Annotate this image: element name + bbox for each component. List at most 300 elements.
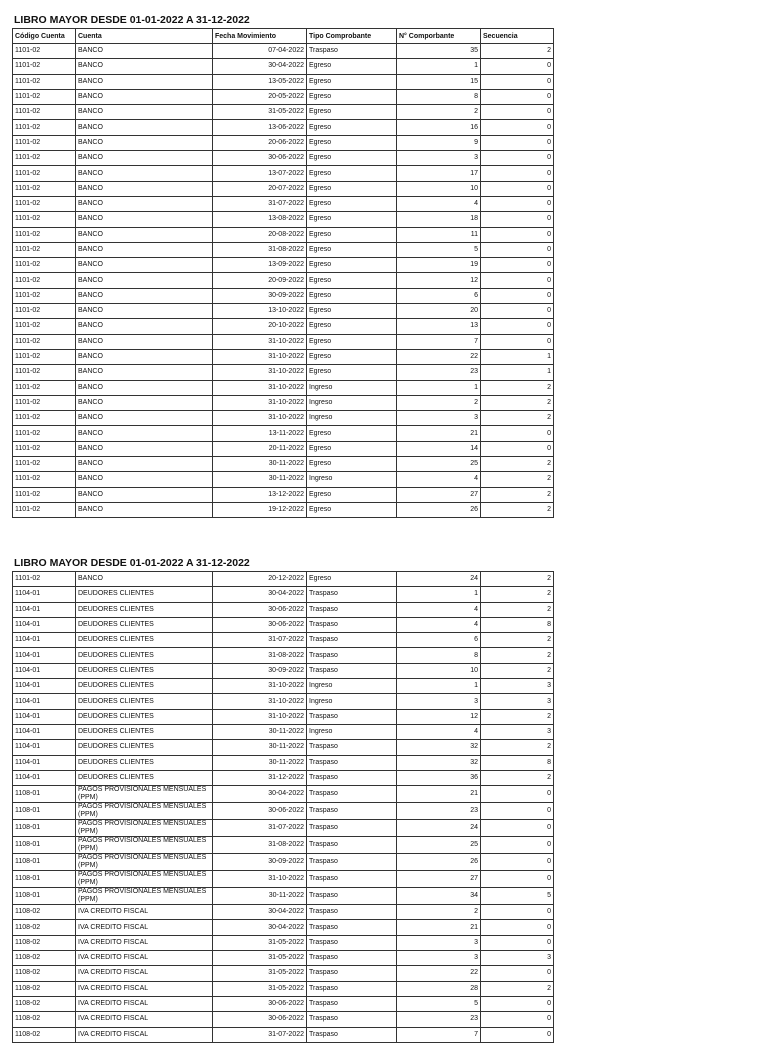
cell-secuencia: 0 xyxy=(481,59,554,74)
header-numero-comprobante: N° Comporbante xyxy=(397,29,481,44)
cell-tipo-comprobante: Traspaso xyxy=(307,920,397,935)
table-row xyxy=(13,648,554,663)
cell-codigo-cuenta: 1101-02 xyxy=(13,258,76,273)
cell-codigo-cuenta: 1101-02 xyxy=(13,242,76,257)
table-row xyxy=(13,212,554,227)
cell-fecha-movimiento: 30-04-2022 xyxy=(213,587,307,602)
cell-tipo-comprobante: Egreso xyxy=(307,196,397,211)
cell-secuencia: 0 xyxy=(481,166,554,181)
cell-fecha-movimiento: 13-06-2022 xyxy=(213,120,307,135)
cell-cuenta: IVA CREDITO FISCAL xyxy=(76,920,213,935)
cell-numero-comprobante: 35 xyxy=(397,44,481,59)
cell-secuencia: 1 xyxy=(481,365,554,380)
cell-codigo-cuenta: 1101-02 xyxy=(13,304,76,319)
cell-numero-comprobante: 6 xyxy=(397,288,481,303)
table-row xyxy=(13,44,554,59)
table-row xyxy=(13,273,554,288)
cell-numero-comprobante: 2 xyxy=(397,905,481,920)
cell-secuencia: 2 xyxy=(481,457,554,472)
cell-fecha-movimiento: 31-10-2022 xyxy=(213,871,307,888)
cell-numero-comprobante: 16 xyxy=(397,120,481,135)
cell-fecha-movimiento: 20-11-2022 xyxy=(213,441,307,456)
cell-codigo-cuenta: 1101-02 xyxy=(13,457,76,472)
cell-fecha-movimiento: 20-12-2022 xyxy=(213,572,307,587)
cell-codigo-cuenta: 1104-01 xyxy=(13,740,76,755)
table-row xyxy=(13,740,554,755)
cell-fecha-movimiento: 13-11-2022 xyxy=(213,426,307,441)
cell-tipo-comprobante: Egreso xyxy=(307,74,397,89)
cell-numero-comprobante: 32 xyxy=(397,740,481,755)
cell-numero-comprobante: 15 xyxy=(397,74,481,89)
cell-numero-comprobante: 17 xyxy=(397,166,481,181)
cell-secuencia: 2 xyxy=(481,44,554,59)
cell-fecha-movimiento: 30-06-2022 xyxy=(213,151,307,166)
table-row xyxy=(13,288,554,303)
cell-secuencia: 0 xyxy=(481,135,554,150)
cell-cuenta: BANCO xyxy=(76,44,213,59)
cell-fecha-movimiento: 31-05-2022 xyxy=(213,966,307,981)
cell-fecha-movimiento: 31-05-2022 xyxy=(213,105,307,120)
table-row xyxy=(13,617,554,632)
cell-fecha-movimiento: 30-04-2022 xyxy=(213,920,307,935)
cell-fecha-movimiento: 31-10-2022 xyxy=(213,334,307,349)
ledger-section-1 xyxy=(12,13,553,518)
cell-numero-comprobante: 12 xyxy=(397,273,481,288)
cell-codigo-cuenta: 1101-02 xyxy=(13,196,76,211)
cell-secuencia: 0 xyxy=(481,89,554,104)
cell-secuencia: 2 xyxy=(481,648,554,663)
cell-cuenta: IVA CREDITO FISCAL xyxy=(76,996,213,1011)
cell-fecha-movimiento: 31-10-2022 xyxy=(213,395,307,410)
cell-fecha-movimiento: 07-04-2022 xyxy=(213,44,307,59)
cell-fecha-movimiento: 31-05-2022 xyxy=(213,935,307,950)
cell-tipo-comprobante: Traspaso xyxy=(307,951,397,966)
table-row xyxy=(13,755,554,770)
table-row xyxy=(13,724,554,739)
cell-tipo-comprobante: Egreso xyxy=(307,502,397,517)
table-row xyxy=(13,487,554,502)
cell-cuenta: IVA CREDITO FISCAL xyxy=(76,966,213,981)
table-row xyxy=(13,258,554,273)
table-row xyxy=(13,181,554,196)
cell-tipo-comprobante: Ingreso xyxy=(307,380,397,395)
cell-cuenta: BANCO xyxy=(76,334,213,349)
cell-codigo-cuenta: 1108-02 xyxy=(13,920,76,935)
cell-fecha-movimiento: 31-10-2022 xyxy=(213,365,307,380)
cell-secuencia: 5 xyxy=(481,888,554,905)
table-row xyxy=(13,59,554,74)
cell-cuenta: PAGOS PROVISIONALES MENSUALES (PPM) xyxy=(76,888,213,905)
cell-codigo-cuenta: 1104-01 xyxy=(13,770,76,785)
cell-fecha-movimiento: 31-08-2022 xyxy=(213,242,307,257)
cell-fecha-movimiento: 30-04-2022 xyxy=(213,905,307,920)
cell-codigo-cuenta: 1101-02 xyxy=(13,334,76,349)
cell-fecha-movimiento: 13-05-2022 xyxy=(213,74,307,89)
cell-fecha-movimiento: 20-08-2022 xyxy=(213,227,307,242)
cell-codigo-cuenta: 1101-02 xyxy=(13,572,76,587)
table-row xyxy=(13,709,554,724)
cell-secuencia: 0 xyxy=(481,996,554,1011)
cell-tipo-comprobante: Traspaso xyxy=(307,617,397,632)
table-row xyxy=(13,334,554,349)
cell-numero-comprobante: 4 xyxy=(397,472,481,487)
cell-cuenta: BANCO xyxy=(76,227,213,242)
cell-codigo-cuenta: 1101-02 xyxy=(13,349,76,364)
table-row xyxy=(13,996,554,1011)
ledger-table xyxy=(12,28,554,518)
cell-numero-comprobante: 10 xyxy=(397,663,481,678)
cell-codigo-cuenta: 1101-02 xyxy=(13,181,76,196)
cell-tipo-comprobante: Ingreso xyxy=(307,411,397,426)
cell-secuencia: 3 xyxy=(481,951,554,966)
cell-numero-comprobante: 14 xyxy=(397,441,481,456)
cell-cuenta: BANCO xyxy=(76,572,213,587)
cell-secuencia: 0 xyxy=(481,441,554,456)
cell-secuencia: 2 xyxy=(481,502,554,517)
cell-cuenta: BANCO xyxy=(76,441,213,456)
cell-codigo-cuenta: 1101-02 xyxy=(13,380,76,395)
cell-codigo-cuenta: 1101-02 xyxy=(13,411,76,426)
cell-numero-comprobante: 34 xyxy=(397,888,481,905)
cell-numero-comprobante: 2 xyxy=(397,105,481,120)
table-row xyxy=(13,803,554,820)
cell-numero-comprobante: 1 xyxy=(397,380,481,395)
cell-codigo-cuenta: 1101-02 xyxy=(13,273,76,288)
cell-numero-comprobante: 4 xyxy=(397,724,481,739)
cell-tipo-comprobante: Egreso xyxy=(307,319,397,334)
header-fecha-movimiento: Fecha Movimiento xyxy=(213,29,307,44)
cell-tipo-comprobante: Egreso xyxy=(307,365,397,380)
cell-cuenta: DEUDORES CLIENTES xyxy=(76,740,213,755)
cell-fecha-movimiento: 30-04-2022 xyxy=(213,59,307,74)
cell-tipo-comprobante: Traspaso xyxy=(307,854,397,871)
cell-numero-comprobante: 23 xyxy=(397,1012,481,1027)
cell-fecha-movimiento: 19-12-2022 xyxy=(213,502,307,517)
cell-cuenta: BANCO xyxy=(76,395,213,410)
table-row xyxy=(13,426,554,441)
cell-numero-comprobante: 27 xyxy=(397,871,481,888)
cell-secuencia: 8 xyxy=(481,755,554,770)
cell-codigo-cuenta: 1108-02 xyxy=(13,1012,76,1027)
cell-secuencia: 0 xyxy=(481,319,554,334)
cell-secuencia: 0 xyxy=(481,786,554,803)
table-row xyxy=(13,304,554,319)
cell-secuencia: 2 xyxy=(481,395,554,410)
cell-cuenta: BANCO xyxy=(76,181,213,196)
cell-tipo-comprobante: Traspaso xyxy=(307,1012,397,1027)
cell-tipo-comprobante: Ingreso xyxy=(307,472,397,487)
cell-secuencia: 0 xyxy=(481,837,554,854)
cell-numero-comprobante: 1 xyxy=(397,587,481,602)
cell-tipo-comprobante: Traspaso xyxy=(307,648,397,663)
cell-fecha-movimiento: 30-09-2022 xyxy=(213,288,307,303)
table-row xyxy=(13,572,554,587)
table-row xyxy=(13,365,554,380)
cell-fecha-movimiento: 31-07-2022 xyxy=(213,820,307,837)
cell-codigo-cuenta: 1104-01 xyxy=(13,648,76,663)
cell-tipo-comprobante: Traspaso xyxy=(307,602,397,617)
cell-codigo-cuenta: 1104-01 xyxy=(13,617,76,632)
cell-fecha-movimiento: 30-06-2022 xyxy=(213,803,307,820)
cell-cuenta: IVA CREDITO FISCAL xyxy=(76,905,213,920)
cell-cuenta: DEUDORES CLIENTES xyxy=(76,602,213,617)
cell-secuencia: 0 xyxy=(481,426,554,441)
cell-fecha-movimiento: 31-12-2022 xyxy=(213,770,307,785)
header-secuencia: Secuencia xyxy=(481,29,554,44)
cell-numero-comprobante: 22 xyxy=(397,349,481,364)
cell-numero-comprobante: 4 xyxy=(397,617,481,632)
cell-numero-comprobante: 25 xyxy=(397,837,481,854)
cell-codigo-cuenta: 1101-02 xyxy=(13,120,76,135)
cell-tipo-comprobante: Egreso xyxy=(307,572,397,587)
cell-numero-comprobante: 28 xyxy=(397,981,481,996)
cell-tipo-comprobante: Traspaso xyxy=(307,786,397,803)
cell-tipo-comprobante: Egreso xyxy=(307,457,397,472)
cell-codigo-cuenta: 1101-02 xyxy=(13,395,76,410)
cell-cuenta: DEUDORES CLIENTES xyxy=(76,770,213,785)
table-row xyxy=(13,1012,554,1027)
cell-numero-comprobante: 1 xyxy=(397,59,481,74)
cell-secuencia: 0 xyxy=(481,196,554,211)
cell-codigo-cuenta: 1104-01 xyxy=(13,755,76,770)
cell-codigo-cuenta: 1104-01 xyxy=(13,679,76,694)
cell-cuenta: BANCO xyxy=(76,151,213,166)
cell-codigo-cuenta: 1104-01 xyxy=(13,633,76,648)
cell-fecha-movimiento: 30-11-2022 xyxy=(213,724,307,739)
cell-numero-comprobante: 22 xyxy=(397,966,481,981)
cell-numero-comprobante: 27 xyxy=(397,487,481,502)
cell-secuencia: 8 xyxy=(481,617,554,632)
cell-secuencia: 2 xyxy=(481,411,554,426)
cell-codigo-cuenta: 1101-02 xyxy=(13,212,76,227)
cell-secuencia: 2 xyxy=(481,487,554,502)
cell-secuencia: 2 xyxy=(481,587,554,602)
cell-cuenta: BANCO xyxy=(76,487,213,502)
cell-numero-comprobante: 3 xyxy=(397,694,481,709)
cell-cuenta: IVA CREDITO FISCAL xyxy=(76,981,213,996)
cell-tipo-comprobante: Egreso xyxy=(307,212,397,227)
cell-tipo-comprobante: Egreso xyxy=(307,258,397,273)
table-row xyxy=(13,837,554,854)
cell-fecha-movimiento: 30-11-2022 xyxy=(213,755,307,770)
cell-cuenta: BANCO xyxy=(76,135,213,150)
cell-codigo-cuenta: 1101-02 xyxy=(13,365,76,380)
cell-cuenta: BANCO xyxy=(76,502,213,517)
cell-secuencia: 0 xyxy=(481,74,554,89)
cell-fecha-movimiento: 31-10-2022 xyxy=(213,380,307,395)
cell-codigo-cuenta: 1101-02 xyxy=(13,288,76,303)
cell-secuencia: 3 xyxy=(481,724,554,739)
table-row xyxy=(13,694,554,709)
cell-secuencia: 2 xyxy=(481,633,554,648)
cell-fecha-movimiento: 30-11-2022 xyxy=(213,888,307,905)
cell-numero-comprobante: 8 xyxy=(397,89,481,104)
cell-tipo-comprobante: Traspaso xyxy=(307,663,397,678)
cell-fecha-movimiento: 30-11-2022 xyxy=(213,740,307,755)
table-row xyxy=(13,663,554,678)
cell-secuencia: 0 xyxy=(481,803,554,820)
cell-cuenta: BANCO xyxy=(76,59,213,74)
cell-fecha-movimiento: 30-09-2022 xyxy=(213,663,307,678)
cell-tipo-comprobante: Egreso xyxy=(307,426,397,441)
cell-tipo-comprobante: Egreso xyxy=(307,334,397,349)
cell-tipo-comprobante: Traspaso xyxy=(307,871,397,888)
cell-numero-comprobante: 13 xyxy=(397,319,481,334)
header-tipo-comprobante: Tipo Comprobante xyxy=(307,29,397,44)
cell-codigo-cuenta: 1108-01 xyxy=(13,820,76,837)
cell-codigo-cuenta: 1108-01 xyxy=(13,786,76,803)
table-row xyxy=(13,105,554,120)
cell-numero-comprobante: 18 xyxy=(397,212,481,227)
cell-tipo-comprobante: Egreso xyxy=(307,288,397,303)
cell-tipo-comprobante: Traspaso xyxy=(307,755,397,770)
cell-codigo-cuenta: 1108-02 xyxy=(13,951,76,966)
table-row xyxy=(13,349,554,364)
cell-tipo-comprobante: Egreso xyxy=(307,487,397,502)
cell-numero-comprobante: 12 xyxy=(397,709,481,724)
cell-fecha-movimiento: 30-06-2022 xyxy=(213,602,307,617)
cell-secuencia: 0 xyxy=(481,181,554,196)
cell-numero-comprobante: 24 xyxy=(397,820,481,837)
table-row xyxy=(13,380,554,395)
table-row xyxy=(13,602,554,617)
cell-codigo-cuenta: 1108-02 xyxy=(13,1027,76,1042)
cell-secuencia: 2 xyxy=(481,572,554,587)
table-row xyxy=(13,135,554,150)
cell-codigo-cuenta: 1104-01 xyxy=(13,587,76,602)
cell-fecha-movimiento: 30-04-2022 xyxy=(213,786,307,803)
cell-secuencia: 0 xyxy=(481,871,554,888)
table-row xyxy=(13,871,554,888)
cell-tipo-comprobante: Ingreso xyxy=(307,724,397,739)
cell-codigo-cuenta: 1108-02 xyxy=(13,905,76,920)
cell-secuencia: 1 xyxy=(481,349,554,364)
cell-secuencia: 2 xyxy=(481,663,554,678)
cell-codigo-cuenta: 1104-01 xyxy=(13,709,76,724)
cell-cuenta: BANCO xyxy=(76,166,213,181)
cell-secuencia: 0 xyxy=(481,920,554,935)
cell-cuenta: BANCO xyxy=(76,426,213,441)
cell-fecha-movimiento: 31-05-2022 xyxy=(213,981,307,996)
cell-cuenta: BANCO xyxy=(76,212,213,227)
table-row xyxy=(13,502,554,517)
cell-fecha-movimiento: 31-07-2022 xyxy=(213,1027,307,1042)
cell-fecha-movimiento: 20-06-2022 xyxy=(213,135,307,150)
table-row xyxy=(13,196,554,211)
cell-tipo-comprobante: Egreso xyxy=(307,441,397,456)
cell-secuencia: 2 xyxy=(481,740,554,755)
cell-cuenta: BANCO xyxy=(76,258,213,273)
cell-tipo-comprobante: Egreso xyxy=(307,273,397,288)
cell-tipo-comprobante: Egreso xyxy=(307,151,397,166)
cell-numero-comprobante: 3 xyxy=(397,951,481,966)
cell-numero-comprobante: 11 xyxy=(397,227,481,242)
cell-cuenta: DEUDORES CLIENTES xyxy=(76,709,213,724)
table-row xyxy=(13,966,554,981)
cell-fecha-movimiento: 30-09-2022 xyxy=(213,854,307,871)
cell-cuenta: IVA CREDITO FISCAL xyxy=(76,935,213,950)
cell-cuenta: BANCO xyxy=(76,380,213,395)
cell-codigo-cuenta: 1108-02 xyxy=(13,996,76,1011)
cell-tipo-comprobante: Traspaso xyxy=(307,587,397,602)
cell-secuencia: 2 xyxy=(481,380,554,395)
cell-tipo-comprobante: Ingreso xyxy=(307,694,397,709)
ledger-table xyxy=(12,571,554,1043)
cell-secuencia: 0 xyxy=(481,854,554,871)
cell-fecha-movimiento: 31-05-2022 xyxy=(213,951,307,966)
cell-numero-comprobante: 7 xyxy=(397,1027,481,1042)
cell-codigo-cuenta: 1108-01 xyxy=(13,837,76,854)
table-row xyxy=(13,411,554,426)
cell-tipo-comprobante: Ingreso xyxy=(307,679,397,694)
cell-secuencia: 2 xyxy=(481,981,554,996)
cell-tipo-comprobante: Egreso xyxy=(307,105,397,120)
cell-cuenta: BANCO xyxy=(76,105,213,120)
table-row xyxy=(13,951,554,966)
cell-codigo-cuenta: 1101-02 xyxy=(13,441,76,456)
cell-numero-comprobante: 8 xyxy=(397,648,481,663)
cell-secuencia: 0 xyxy=(481,935,554,950)
cell-numero-comprobante: 21 xyxy=(397,426,481,441)
cell-codigo-cuenta: 1101-02 xyxy=(13,151,76,166)
cell-fecha-movimiento: 31-10-2022 xyxy=(213,709,307,724)
cell-tipo-comprobante: Egreso xyxy=(307,227,397,242)
cell-codigo-cuenta: 1101-02 xyxy=(13,135,76,150)
cell-fecha-movimiento: 31-10-2022 xyxy=(213,679,307,694)
cell-cuenta: DEUDORES CLIENTES xyxy=(76,663,213,678)
header-row xyxy=(13,29,554,44)
table-row xyxy=(13,441,554,456)
cell-tipo-comprobante: Egreso xyxy=(307,89,397,104)
cell-cuenta: BANCO xyxy=(76,74,213,89)
cell-fecha-movimiento: 31-10-2022 xyxy=(213,349,307,364)
table-row xyxy=(13,89,554,104)
table-row xyxy=(13,920,554,935)
cell-fecha-movimiento: 31-10-2022 xyxy=(213,411,307,426)
cell-numero-comprobante: 26 xyxy=(397,502,481,517)
cell-secuencia: 0 xyxy=(481,227,554,242)
cell-secuencia: 0 xyxy=(481,820,554,837)
cell-codigo-cuenta: 1108-02 xyxy=(13,966,76,981)
cell-secuencia: 0 xyxy=(481,151,554,166)
cell-secuencia: 3 xyxy=(481,694,554,709)
cell-codigo-cuenta: 1104-01 xyxy=(13,694,76,709)
cell-cuenta: IVA CREDITO FISCAL xyxy=(76,951,213,966)
cell-fecha-movimiento: 30-06-2022 xyxy=(213,1012,307,1027)
cell-fecha-movimiento: 30-11-2022 xyxy=(213,472,307,487)
table-row xyxy=(13,888,554,905)
cell-tipo-comprobante: Traspaso xyxy=(307,966,397,981)
cell-secuencia: 0 xyxy=(481,1027,554,1042)
cell-numero-comprobante: 4 xyxy=(397,602,481,617)
cell-cuenta: BANCO xyxy=(76,365,213,380)
cell-secuencia: 0 xyxy=(481,304,554,319)
cell-cuenta: BANCO xyxy=(76,89,213,104)
cell-numero-comprobante: 3 xyxy=(397,411,481,426)
cell-secuencia: 0 xyxy=(481,105,554,120)
cell-cuenta: BANCO xyxy=(76,472,213,487)
cell-fecha-movimiento: 31-08-2022 xyxy=(213,648,307,663)
cell-numero-comprobante: 23 xyxy=(397,803,481,820)
header-cuenta: Cuenta xyxy=(76,29,213,44)
cell-cuenta: BANCO xyxy=(76,288,213,303)
cell-secuencia: 0 xyxy=(481,288,554,303)
cell-numero-comprobante: 7 xyxy=(397,334,481,349)
table-row xyxy=(13,587,554,602)
table-row xyxy=(13,770,554,785)
cell-tipo-comprobante: Traspaso xyxy=(307,1027,397,1042)
cell-cuenta: IVA CREDITO FISCAL xyxy=(76,1012,213,1027)
